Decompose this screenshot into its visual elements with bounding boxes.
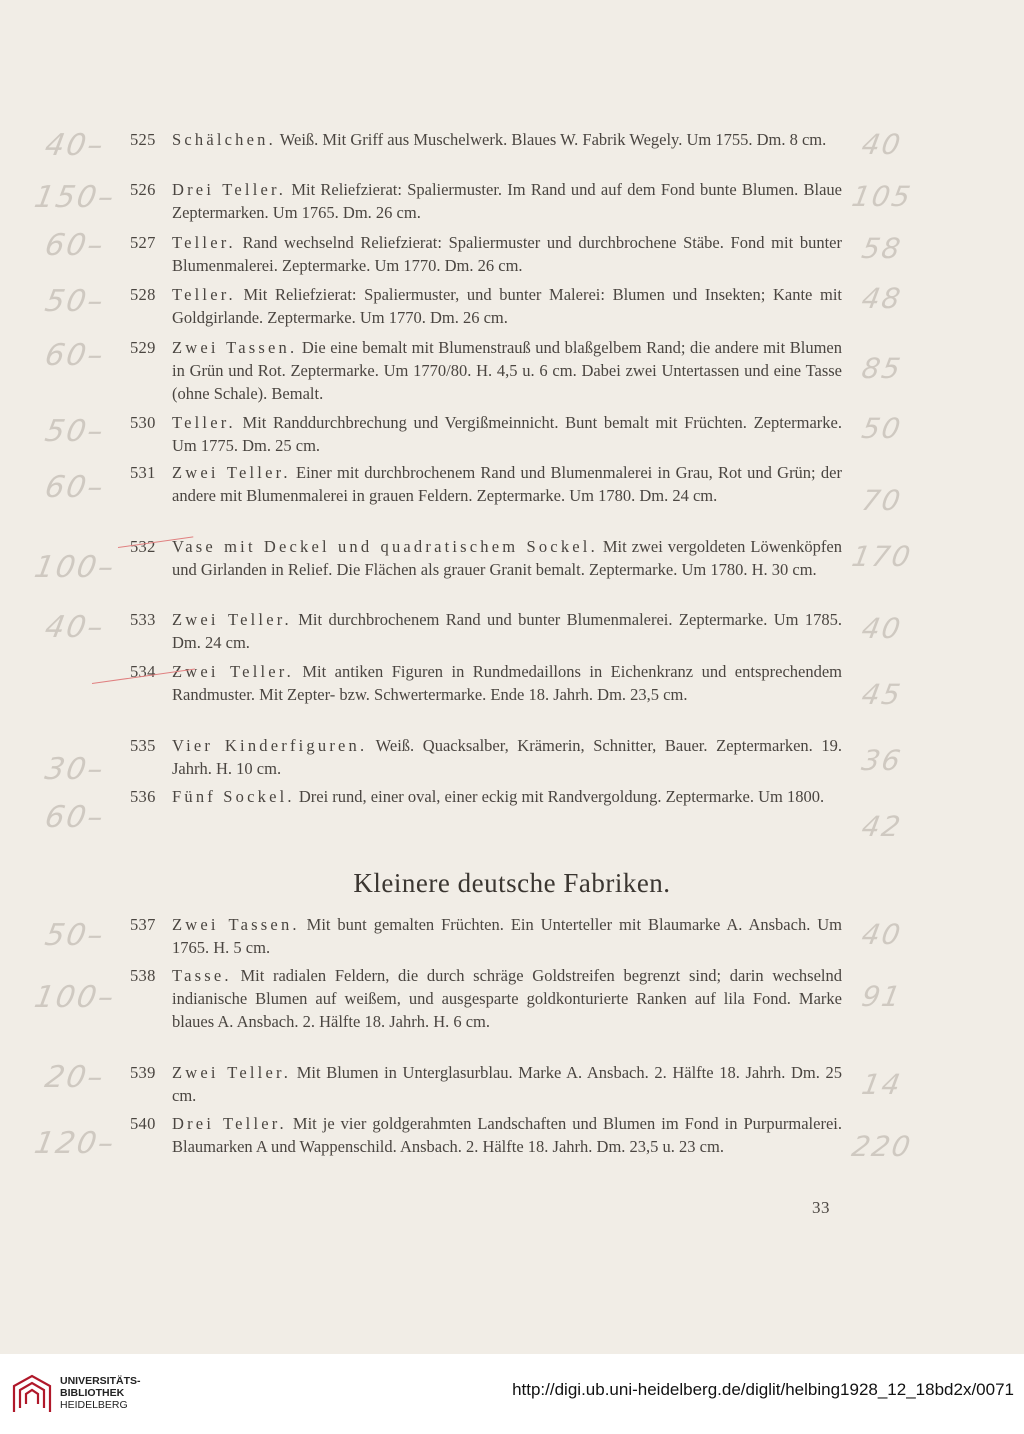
library-logo-icon bbox=[10, 1372, 54, 1416]
pencil-result: 40 bbox=[859, 918, 905, 951]
lot-keyword: Teller. bbox=[172, 413, 236, 432]
lot-description bbox=[172, 1112, 842, 1158]
lot-number: 536 bbox=[130, 787, 156, 806]
pencil-result: 70 bbox=[859, 484, 905, 517]
pencil-result: 105 bbox=[849, 180, 915, 213]
lot-number: 528 bbox=[130, 285, 156, 304]
lot-number: 530 bbox=[130, 413, 156, 432]
lot-keyword: Teller. bbox=[172, 285, 236, 304]
lot-description bbox=[172, 734, 842, 780]
lot-entry-525 bbox=[130, 128, 842, 151]
lot-number: 539 bbox=[130, 1063, 156, 1082]
lot-entry-529 bbox=[130, 336, 842, 405]
lot-text: Drei rund, einer oval, einer eckig mit Randvergoldung. Zeptermarke. Um 1800. bbox=[294, 787, 825, 806]
pencil-estimate: 60– bbox=[42, 470, 108, 505]
lot-keyword: Schälchen. bbox=[172, 130, 276, 149]
lot-keyword: Vier Kinderfiguren. bbox=[172, 736, 368, 755]
lot-text: Mit antiken Figuren in Rundmedaillons in Eichenkranz und entsprechendem Randmuster. Mit Zepter- bzw. Schwertermarke. Ende 18. Jahrh. Dm. 23,5 cm. bbox=[172, 662, 842, 704]
lot-text: Einer mit durchbrochenem Rand und Blumenmalerei in Grau, Rot und Grün; der andere mit Blumenmalerei in grauen Feldern. Zeptermarke. Um 1780. Dm. 24 cm. bbox=[172, 463, 842, 505]
page-number: 33 bbox=[812, 1198, 830, 1217]
lot-keyword: Zwei Teller. bbox=[172, 463, 291, 482]
lot-number: 534 bbox=[130, 662, 156, 681]
pencil-result: 40 bbox=[859, 128, 905, 161]
lot-keyword: Tasse. bbox=[172, 966, 232, 985]
lot-entry-540 bbox=[130, 1112, 842, 1158]
pencil-result: 40 bbox=[859, 612, 905, 645]
pencil-estimate: 30– bbox=[42, 752, 108, 787]
lot-description bbox=[172, 913, 842, 959]
pencil-estimate: 20– bbox=[42, 1060, 108, 1095]
lot-description bbox=[172, 128, 842, 151]
lot-description bbox=[172, 1061, 842, 1107]
lot-number: 525 bbox=[130, 130, 156, 149]
lot-description bbox=[172, 964, 842, 1033]
lot-description bbox=[172, 411, 842, 457]
lot-entry-534 bbox=[130, 660, 842, 706]
lot-keyword: Zwei Teller. bbox=[172, 1063, 292, 1082]
lot-description bbox=[172, 336, 842, 405]
lot-number: 540 bbox=[130, 1114, 156, 1133]
lot-text: Mit Blumen in Unterglasurblau. Marke A. Ansbach. 2. Hälfte 18. Jahrh. Dm. 25 cm. bbox=[172, 1063, 842, 1105]
lot-number: 533 bbox=[130, 610, 156, 629]
lot-keyword: Drei Teller. bbox=[172, 1114, 287, 1133]
pencil-estimate: 40– bbox=[42, 610, 108, 645]
source-url[interactable]: http://digi.ub.uni-heidelberg.de/diglit/helbing1928_12_18bd2x/0071 bbox=[512, 1380, 1014, 1399]
pencil-result: 220 bbox=[849, 1130, 915, 1163]
pencil-estimate: 120– bbox=[31, 1126, 119, 1161]
lot-number: 526 bbox=[130, 180, 156, 199]
lot-keyword: Zwei Teller. bbox=[172, 662, 294, 681]
lot-description bbox=[172, 283, 842, 329]
lot-entry-538 bbox=[130, 964, 842, 1033]
lot-entry-532 bbox=[130, 535, 842, 581]
lot-text: Weiß. Mit Griff aus Muschelwerk. Blaues W. Fabrik Wegely. Um 1755. Dm. 8 cm. bbox=[275, 130, 827, 149]
pencil-result: 85 bbox=[859, 352, 905, 385]
lot-keyword: Zwei Tassen. bbox=[172, 915, 300, 934]
pencil-result: 42 bbox=[859, 810, 905, 843]
pencil-estimate: 60– bbox=[42, 338, 108, 373]
pencil-result: 48 bbox=[859, 282, 905, 315]
lot-entry-527 bbox=[130, 231, 842, 277]
lot-number: 537 bbox=[130, 915, 156, 934]
pencil-result: 14 bbox=[859, 1068, 905, 1101]
lot-number: 532 bbox=[130, 537, 156, 556]
lot-text: Mit Randdurchbrechung und Vergißmeinnicht. Bunt bemalt mit Früchten. Zeptermarke. Um 1775. Dm. 25 cm. bbox=[172, 413, 842, 455]
pencil-result: 58 bbox=[859, 232, 905, 265]
lot-description bbox=[172, 785, 842, 808]
footer-bar bbox=[0, 1354, 1024, 1434]
lot-text: Mit Reliefzierat: Spaliermuster, und bunter Malerei: Blumen und Insekten; Kante mit Goldgirlande. Zeptermarke. Um 1770. Dm. 26 cm. bbox=[172, 285, 842, 327]
lot-entry-539 bbox=[130, 1061, 842, 1107]
lot-entry-535 bbox=[130, 734, 842, 780]
lot-description bbox=[172, 535, 842, 581]
lot-entry-537 bbox=[130, 913, 842, 959]
lot-number: 531 bbox=[130, 463, 156, 482]
lot-text: Mit durchbrochenem Rand und bunter Blumenmalerei. Zeptermarke. Um 1785. Dm. 24 cm. bbox=[172, 610, 842, 652]
pencil-estimate: 40– bbox=[42, 128, 108, 163]
pencil-result: 170 bbox=[849, 540, 915, 573]
pencil-estimate: 50– bbox=[42, 918, 108, 953]
lot-number: 538 bbox=[130, 966, 156, 985]
pencil-estimate: 60– bbox=[42, 800, 108, 835]
lot-description bbox=[172, 231, 842, 277]
pencil-result: 45 bbox=[859, 678, 905, 711]
lot-entry-530 bbox=[130, 411, 842, 457]
lot-description bbox=[172, 178, 842, 224]
pencil-result: 36 bbox=[859, 744, 905, 777]
lot-entry-531 bbox=[130, 461, 842, 507]
pencil-result: 91 bbox=[859, 980, 905, 1013]
lot-text: Mit radialen Feldern, die durch schräge Goldstreifen begrenzt sind; darin wechselnd indianische Blumen auf weißem, und ausgesparte goldkonturierte Ranken auf lila Fond. Marke blaues A. Ansbach. 2. Hälfte 18. Jahrh. H. 6 cm. bbox=[172, 966, 842, 1031]
lot-entry-533 bbox=[130, 608, 842, 654]
lot-keyword: Teller. bbox=[172, 233, 236, 252]
lot-entry-526 bbox=[130, 178, 842, 224]
lot-text: Weiß. Quacksalber, Krämerin, Schnitter, Bauer. Zeptermarken. 19. Jahrh. H. 10 cm. bbox=[172, 736, 842, 778]
pencil-result: 50 bbox=[859, 412, 905, 445]
lot-text: Mit Reliefzierat: Spaliermuster. Im Rand und auf dem Fond bunte Blumen. Blaue Zeptermarken. Um 1765. Dm. 26 cm. bbox=[172, 180, 842, 222]
pencil-estimate: 50– bbox=[42, 284, 108, 319]
lot-number: 527 bbox=[130, 233, 156, 252]
lot-entry-528 bbox=[130, 283, 842, 329]
pencil-estimate: 100– bbox=[31, 980, 119, 1015]
lot-description bbox=[172, 608, 842, 654]
lot-text: Mit zwei vergoldeten Löwenköpfen und Girlanden in Relief. Die Flächen als grauer Granit bemalt. Zeptermarke. Um 1780. H. 30 cm. bbox=[172, 537, 842, 579]
pencil-estimate: 100– bbox=[31, 550, 119, 585]
lot-text: Rand wechselnd Reliefzierat: Spaliermuster und durchbrochene Stäbe. Fond mit bunter Blumenmalerei. Zeptermarke. Um 1770. Dm. 26 cm. bbox=[172, 233, 842, 275]
pencil-estimate: 150– bbox=[31, 180, 119, 215]
lot-keyword: Drei Teller. bbox=[172, 180, 287, 199]
lot-keyword: Vase mit Deckel und quadratischem Sockel. bbox=[172, 537, 598, 556]
lot-number: 535 bbox=[130, 736, 156, 755]
lot-description bbox=[172, 461, 842, 507]
lot-keyword: Fünf Sockel. bbox=[172, 787, 295, 806]
lot-keyword: Zwei Tassen. bbox=[172, 338, 298, 357]
pencil-estimate: 60– bbox=[42, 228, 108, 263]
lot-entry-536 bbox=[130, 785, 842, 808]
lot-text: Die eine bemalt mit Blumenstrauß und blaßgelbem Rand; die andere mit Blumen in Grün und Rot. Zeptermarke. Um 1770/80. H. 4,5 u. 6 cm. Dabei zwei Untertassen und eine Tasse (ohne Schale). Bemalt. bbox=[172, 338, 842, 403]
lot-text: Mit bunt gemalten Früchten. Ein Unterteller mit Blaumarke A. Ansbach. Um 1765. H. 5 cm. bbox=[172, 915, 842, 957]
lot-description bbox=[172, 660, 842, 706]
library-name: UNIVERSITÄTS- BIBLIOTHEK HEIDELBERG bbox=[60, 1375, 141, 1411]
lot-text: Mit je vier goldgerahmten Landschaften und Blumen im Fond in Purpurmalerei. Blaumarken A und Wappenschild. Ansbach. 2. Hälfte 18. Jahrh. Dm. 23,5 u. 23 cm. bbox=[172, 1114, 842, 1156]
section-heading: Kleinere deutsche Fabriken. bbox=[353, 868, 671, 898]
lot-number: 529 bbox=[130, 338, 156, 357]
pencil-estimate: 50– bbox=[42, 414, 108, 449]
lot-keyword: Zwei Teller. bbox=[172, 610, 292, 629]
